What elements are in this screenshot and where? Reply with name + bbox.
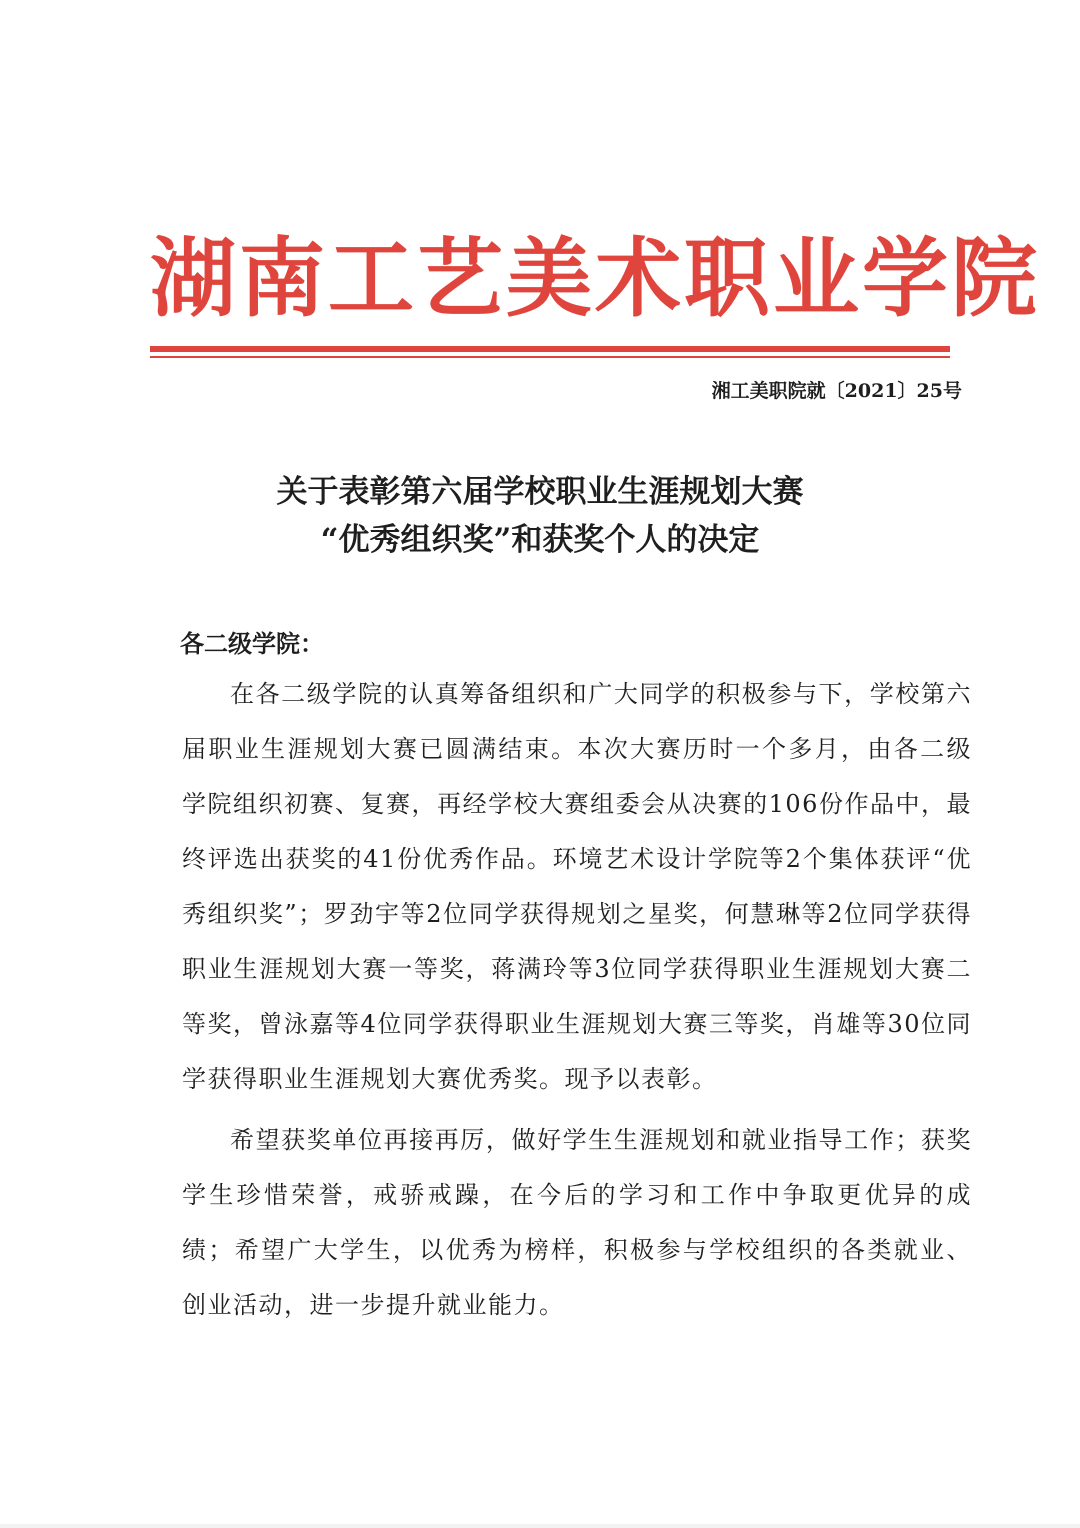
red-header-rule-thin (150, 356, 950, 358)
red-header-rule (150, 346, 950, 352)
document-title-line-1: 关于表彰第六届学校职业生涯规划大赛 (276, 474, 804, 510)
body-paragraph-2: 希望获奖单位再接再厉，做好学生生涯规划和就业指导工作；获奖学生珍惜荣誉，戒骄戒躁，在今后的学习和工作中争取更优异的成绩；希望广大学生，以优秀为榜样，积极参与学校组织的各类就业、创业活动，进一步提升就业能力。 (182, 1126, 972, 1319)
document-title-line-2: “优秀组织奖”和获奖个人的决定 (320, 522, 760, 558)
scan-edge-strip (0, 1524, 1080, 1528)
body-paragraph-1: 在各二级学院的认真筹备组织和广大同学的积极参与下，学校第六届职业生涯规划大赛已圆满结束。本次大赛历时一个多月，由各二级学院组织初赛、复赛，再经学校大赛组委会从决赛的106份作品中，最终评选出获奖的41份优秀作品。环境艺术设计学院等2个集体获评“优秀组织奖”；罗劲宇等2位同学获得规划之星奖，何慧琳等2位同学获得职业生涯规划大赛一等奖，蒋满玲等3位同学获得职业生涯规划大赛二等奖，曾泳嘉等4位同学获得职业生涯规划大赛三等奖，肖雄等30位同学获得职业生涯规划大赛优秀奖。现予以表彰。 (182, 680, 972, 1093)
salutation: 各二级学院： (180, 629, 324, 658)
document-number: 湘工美职院就〔2021〕25号 (711, 380, 962, 402)
institution-name-header: 湖南工艺美术职业学院 (150, 229, 1040, 329)
